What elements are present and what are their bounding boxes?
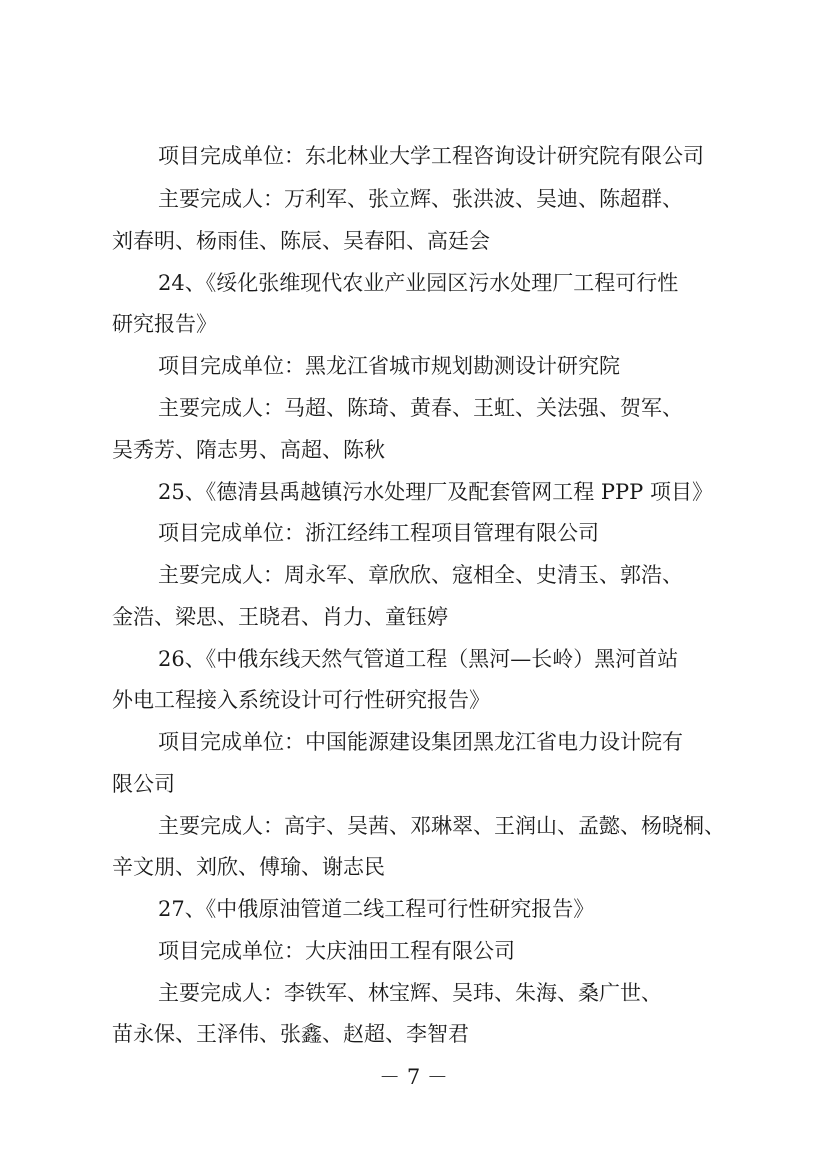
project-title-line: 24、《绥化张维现代农业产业园区污水处理厂工程可行性: [158, 271, 679, 295]
project-title-line: 25、《德清县禹越镇污水处理厂及配套管网工程 PPP 项目》: [158, 480, 713, 504]
main-completers-line: 主要完成人：周永军、章欣欣、寇相全、史清玉、郭浩、: [158, 563, 683, 587]
completion-unit-line: 项目完成单位：大庆油田工程有限公司: [158, 939, 515, 963]
completion-unit-line: 项目完成单位：中国能源建设集团黑龙江省电力设计院有: [158, 730, 683, 754]
project-title-continued-line: 外电工程接入系统设计可行性研究报告》: [112, 688, 490, 712]
completion-unit-line: 项目完成单位：浙江经纬工程项目管理有限公司: [158, 521, 599, 545]
project-title-line: 26、《中俄东线天然气管道工程（黑河—长岭）黑河首站: [158, 647, 679, 671]
completion-unit-continued-line: 限公司: [112, 772, 175, 796]
completion-unit-line: 项目完成单位：东北林业大学工程咨询设计研究院有限公司: [158, 144, 704, 168]
main-completers-line: 主要完成人：万利军、张立辉、张洪波、吴迪、陈超群、: [158, 187, 683, 211]
project-title-continued-line: 研究报告》: [112, 312, 217, 336]
page-number: － 7 －: [379, 1065, 448, 1089]
main-completers-continued-line: 刘春明、杨雨佳、陈辰、吴春阳、高廷会: [112, 229, 490, 253]
main-completers-continued-line: 吴秀芳、隋志男、高超、陈秋: [112, 438, 385, 462]
main-completers-line: 主要完成人：高宇、吴茜、邓琳翠、王润山、孟懿、杨晓桐、: [158, 814, 725, 838]
completion-unit-line: 项目完成单位：黑龙江省城市规划勘测设计研究院: [158, 354, 620, 378]
main-completers-continued-line: 金浩、梁思、王晓君、肖力、童钰婷: [112, 605, 448, 629]
main-completers-continued-line: 苗永保、王泽伟、张鑫、赵超、李智君: [112, 1022, 469, 1046]
main-completers-line: 主要完成人：马超、陈琦、黄春、王虹、关法强、贺军、: [158, 396, 683, 420]
project-title-line: 27、《中俄原油管道二线工程可行性研究报告》: [158, 897, 595, 921]
main-completers-line: 主要完成人：李铁军、林宝辉、吴玮、朱海、桑广世、: [158, 981, 662, 1005]
main-completers-continued-line: 辛文朋、刘欣、傅瑜、谢志民: [112, 855, 385, 879]
